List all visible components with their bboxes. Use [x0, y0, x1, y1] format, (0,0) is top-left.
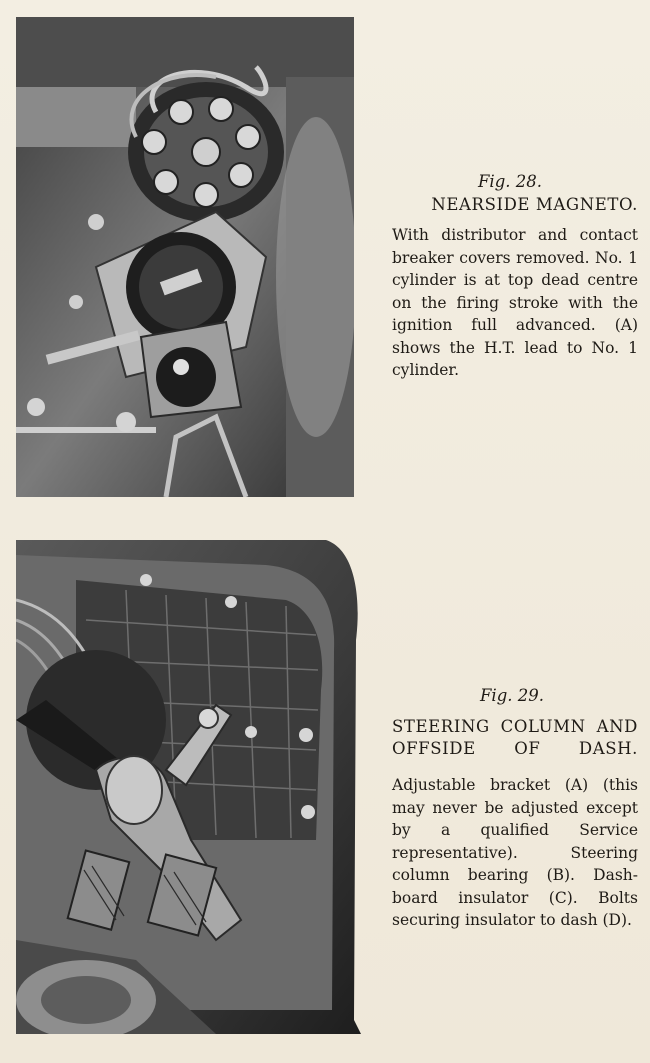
fig29-steering-photo [16, 540, 374, 1034]
fig29-title-line2: OFFSIDE OF DASH. [392, 739, 638, 758]
fig29-title [392, 716, 638, 760]
fig29-caption [392, 686, 638, 932]
fig28-caption [392, 172, 638, 382]
fig28-body: With distributor and contact breaker covers removed. No. 1 cylinder is at top dead centre on the firing stroke with the ignition full advanced. (A) shows the H.T. lead to No. 1 cylinder. [392, 226, 638, 379]
fig29-number: Fig. 29. [479, 686, 544, 705]
fig28-number: Fig. 28. [477, 172, 542, 191]
fig29-title-line1: STEERING COLUMN AND [392, 717, 638, 736]
fig28-magneto-photo [16, 17, 354, 497]
fig28-title: NEARSIDE MAGNETO. [431, 195, 638, 214]
fig29-body: Adjustable bracket (A) (this may never be adjusted except by a qualified Service representative). Steering column bearing (B). Dash-board insulator (C). Bolts securing insulator to dash (D). [392, 776, 638, 929]
